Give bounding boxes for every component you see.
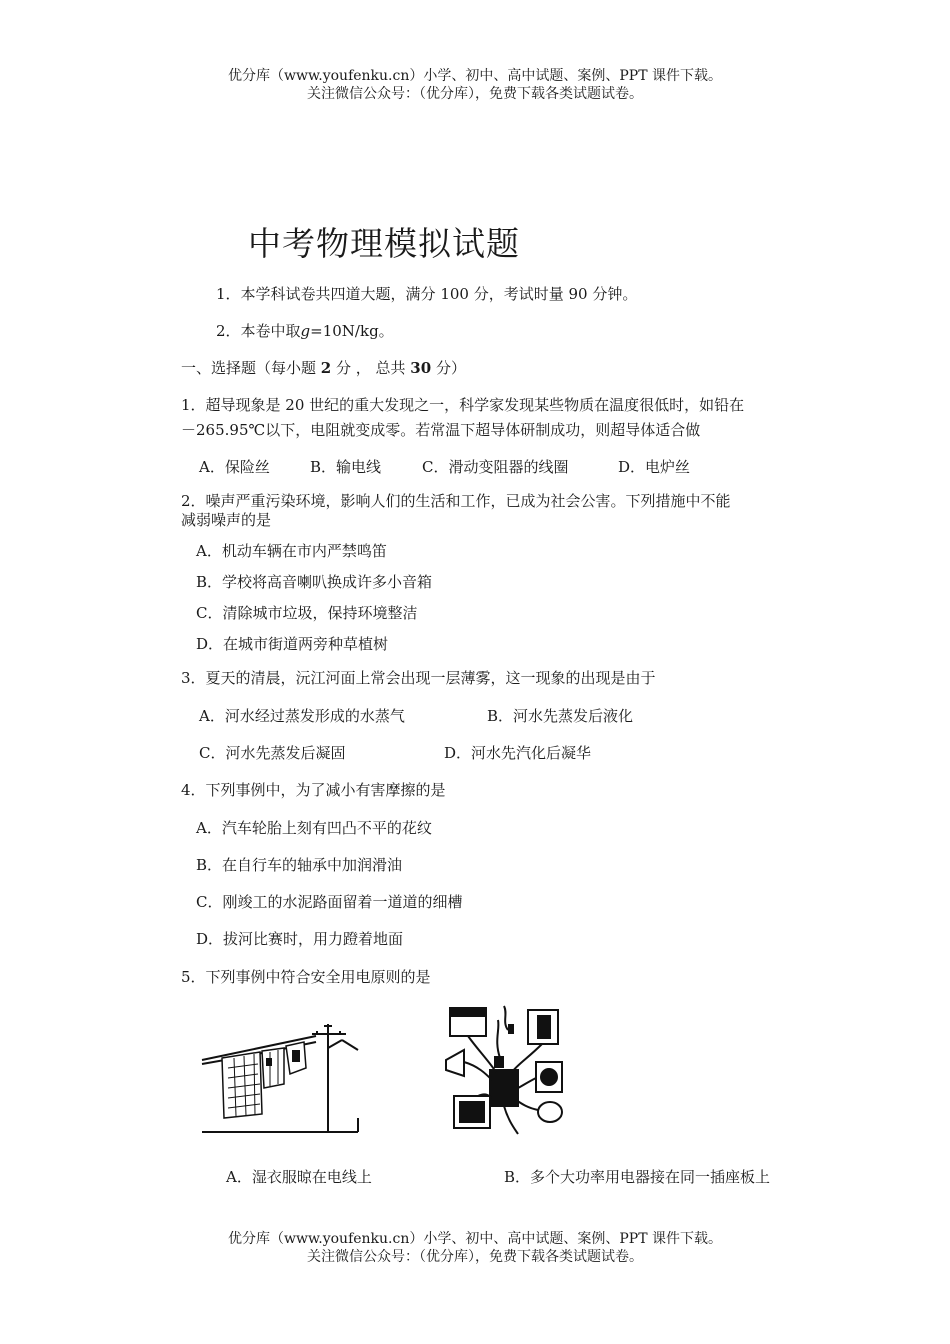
- section-suffix: 分）: [431, 359, 466, 377]
- note-2-symbol-g: g: [300, 322, 311, 340]
- wet-clothes-on-wire-illustration: [200, 1018, 365, 1136]
- q1-option-b: B．输电线: [310, 458, 382, 476]
- q2-option-c: C．清除城市垃圾，保持环境整洁: [196, 604, 418, 622]
- overloaded-power-strip-illustration: [438, 1000, 573, 1140]
- q4-stem: 4．下列事例中，为了减小有害摩擦的是: [181, 781, 446, 799]
- page-footer-line1: 优分库（www.youfenku.cn）小学、初中、高中试题、案例、PPT 课件下载。: [227, 1231, 722, 1247]
- note-2: [216, 321, 394, 341]
- q1-option-d: D．电炉丝: [618, 458, 691, 476]
- q3-option-c: C．河水先蒸发后凝固: [199, 744, 346, 762]
- q2-option-b: B．学校将高音喇叭换成许多小音箱: [196, 573, 433, 591]
- q5-caption-a: A．湿衣服晾在电线上: [226, 1168, 372, 1186]
- note-1: 1．本学科试卷共四道大题，满分 100 分，考试时量 90 分钟。: [216, 285, 638, 303]
- exam-title: 中考物理模拟试题: [248, 224, 520, 263]
- q3-option-d: D．河水先汽化后凝华: [444, 744, 592, 762]
- q5-caption-b: B．多个大功率用电器接在同一插座板上: [504, 1168, 771, 1186]
- q4-option-c: C．刚竣工的水泥路面留着一道道的细槽: [196, 893, 463, 911]
- section-prefix: 一、选择题（每小题: [181, 359, 321, 377]
- q3-option-b: B．河水先蒸发后液化: [487, 707, 634, 725]
- q3-stem: 3．夏天的清晨，沅江河面上常会出现一层薄雾，这一现象的出现是由于: [181, 669, 656, 687]
- page-footer-line2: 关注微信公众号：（优分库），免费下载各类试题试卷。: [307, 1249, 643, 1265]
- section-per-score: 2: [320, 359, 332, 377]
- q2-option-a: A．机动车辆在市内严禁鸣笛: [196, 542, 387, 560]
- note-2-value: =10N/kg。: [310, 322, 394, 340]
- q1-stem-line2: －265.95℃以下，电阻就变成零。若常温下超导体研制成功，则超导体适合做: [181, 421, 701, 439]
- q5-stem: 5．下列事例中符合安全用电原则的是: [181, 968, 431, 986]
- page-header-line1: 优分库（www.youfenku.cn）小学、初中、高中试题、案例、PPT 课件下载。: [227, 68, 722, 84]
- q2-stem-line2: 减弱噪声的是: [181, 511, 272, 529]
- section-total: 30: [410, 359, 432, 377]
- note-2-text: 2．本卷中取: [216, 322, 301, 340]
- q4-option-d: D．拔河比赛时，用力蹬着地面: [196, 930, 404, 948]
- q3-option-a: A．河水经过蒸发形成的水蒸气: [199, 707, 405, 725]
- q2-stem-line1: 2．噪声严重污染环境，影响人们的生活和工作，已成为社会公害。下列措施中不能: [181, 492, 731, 510]
- q2-option-d: D．在城市街道两旁种草植树: [196, 635, 389, 653]
- section-mid: 分 ， 总共: [331, 359, 411, 377]
- q4-option-b: B．在自行车的轴承中加润滑油: [196, 856, 403, 874]
- section-heading: [181, 358, 466, 378]
- page-header-line2: 关注微信公众号：（优分库），免费下载各类试题试卷。: [307, 86, 643, 102]
- q4-option-a: A．汽车轮胎上刻有凹凸不平的花纹: [196, 819, 432, 837]
- q1-option-c: C．滑动变阻器的线圈: [422, 458, 569, 476]
- q1-stem-line1: 1．超导现象是 20 世纪的重大发现之一，科学家发现某些物质在温度很低时，如铅在: [181, 396, 745, 414]
- q1-option-a: A．保险丝: [199, 458, 270, 476]
